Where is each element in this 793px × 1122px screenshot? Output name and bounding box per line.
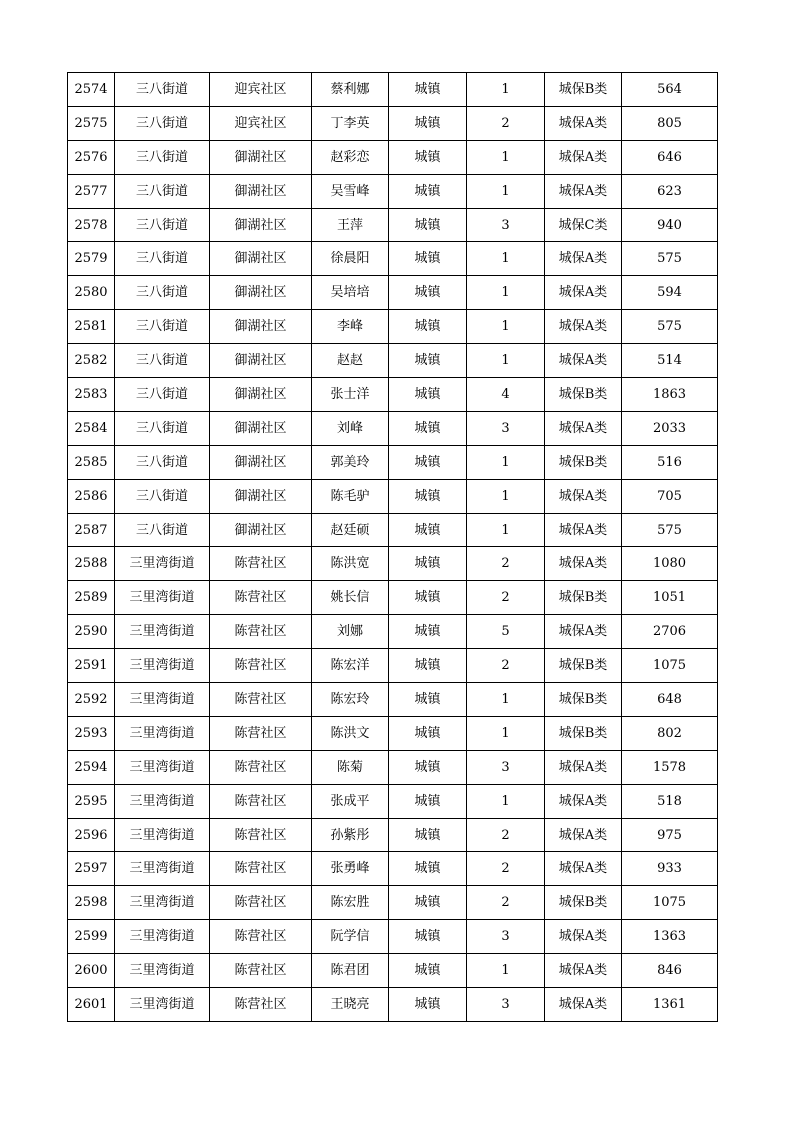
household-size-cell: 1 <box>467 344 545 378</box>
household-size-cell: 3 <box>467 988 545 1022</box>
community-cell: 御湖社区 <box>210 479 312 513</box>
name-cell: 张士洋 <box>312 378 389 412</box>
community-cell: 御湖社区 <box>210 276 312 310</box>
amount-cell: 933 <box>622 852 718 886</box>
serial-number-cell: 2595 <box>68 784 115 818</box>
relief-roster-table <box>67 72 718 1022</box>
name-cell: 郭美玲 <box>312 445 389 479</box>
street-cell: 三八街道 <box>115 344 210 378</box>
household-type-cell: 城镇 <box>389 852 467 886</box>
community-cell: 御湖社区 <box>210 208 312 242</box>
table-row <box>68 954 718 988</box>
table-row <box>68 276 718 310</box>
street-cell: 三八街道 <box>115 242 210 276</box>
serial-number-cell: 2597 <box>68 852 115 886</box>
serial-number-cell: 2585 <box>68 445 115 479</box>
name-cell: 蔡利娜 <box>312 73 389 107</box>
name-cell: 陈宏玲 <box>312 683 389 717</box>
table-row <box>68 411 718 445</box>
table-row <box>68 886 718 920</box>
serial-number-cell: 2599 <box>68 920 115 954</box>
community-cell: 御湖社区 <box>210 411 312 445</box>
serial-number-cell: 2576 <box>68 140 115 174</box>
table-row <box>68 683 718 717</box>
name-cell: 陈毛驴 <box>312 479 389 513</box>
household-size-cell: 1 <box>467 954 545 988</box>
household-type-cell: 城镇 <box>389 344 467 378</box>
household-type-cell: 城镇 <box>389 208 467 242</box>
serial-number-cell: 2588 <box>68 547 115 581</box>
household-size-cell: 3 <box>467 750 545 784</box>
serial-number-cell: 2584 <box>68 411 115 445</box>
street-cell: 三八街道 <box>115 310 210 344</box>
table-row <box>68 716 718 750</box>
category-cell: 城保B类 <box>545 649 622 683</box>
table-row <box>68 174 718 208</box>
category-cell: 城保A类 <box>545 852 622 886</box>
category-cell: 城保A类 <box>545 310 622 344</box>
street-cell: 三八街道 <box>115 73 210 107</box>
name-cell: 刘娜 <box>312 615 389 649</box>
household-type-cell: 城镇 <box>389 378 467 412</box>
category-cell: 城保A类 <box>545 750 622 784</box>
community-cell: 陈营社区 <box>210 716 312 750</box>
name-cell: 赵彩恋 <box>312 140 389 174</box>
amount-cell: 646 <box>622 140 718 174</box>
table-row <box>68 649 718 683</box>
category-cell: 城保B类 <box>545 73 622 107</box>
document-sheet <box>67 72 718 1022</box>
name-cell: 陈宏洋 <box>312 649 389 683</box>
street-cell: 三里湾街道 <box>115 954 210 988</box>
category-cell: 城保A类 <box>545 988 622 1022</box>
amount-cell: 1080 <box>622 547 718 581</box>
community-cell: 御湖社区 <box>210 445 312 479</box>
table-row <box>68 140 718 174</box>
category-cell: 城保A类 <box>545 513 622 547</box>
amount-cell: 1051 <box>622 581 718 615</box>
table-row <box>68 445 718 479</box>
street-cell: 三里湾街道 <box>115 615 210 649</box>
category-cell: 城保B类 <box>545 378 622 412</box>
household-type-cell: 城镇 <box>389 784 467 818</box>
household-type-cell: 城镇 <box>389 886 467 920</box>
community-cell: 陈营社区 <box>210 954 312 988</box>
household-size-cell: 1 <box>467 513 545 547</box>
amount-cell: 2033 <box>622 411 718 445</box>
name-cell: 姚长信 <box>312 581 389 615</box>
table-row <box>68 378 718 412</box>
serial-number-cell: 2579 <box>68 242 115 276</box>
community-cell: 迎宾社区 <box>210 106 312 140</box>
name-cell: 陈洪宽 <box>312 547 389 581</box>
community-cell: 陈营社区 <box>210 683 312 717</box>
household-type-cell: 城镇 <box>389 513 467 547</box>
household-size-cell: 5 <box>467 615 545 649</box>
community-cell: 陈营社区 <box>210 852 312 886</box>
street-cell: 三八街道 <box>115 513 210 547</box>
amount-cell: 1075 <box>622 886 718 920</box>
household-size-cell: 1 <box>467 683 545 717</box>
street-cell: 三里湾街道 <box>115 920 210 954</box>
name-cell: 陈宏胜 <box>312 886 389 920</box>
table-row <box>68 106 718 140</box>
table-row <box>68 513 718 547</box>
table-row <box>68 242 718 276</box>
amount-cell: 802 <box>622 716 718 750</box>
street-cell: 三八街道 <box>115 276 210 310</box>
household-type-cell: 城镇 <box>389 716 467 750</box>
name-cell: 李峰 <box>312 310 389 344</box>
category-cell: 城保B类 <box>545 581 622 615</box>
amount-cell: 705 <box>622 479 718 513</box>
serial-number-cell: 2583 <box>68 378 115 412</box>
street-cell: 三里湾街道 <box>115 818 210 852</box>
table-body <box>68 73 718 1022</box>
name-cell: 吴培培 <box>312 276 389 310</box>
street-cell: 三里湾街道 <box>115 852 210 886</box>
community-cell: 迎宾社区 <box>210 73 312 107</box>
category-cell: 城保A类 <box>545 479 622 513</box>
category-cell: 城保A类 <box>545 954 622 988</box>
household-type-cell: 城镇 <box>389 615 467 649</box>
street-cell: 三里湾街道 <box>115 988 210 1022</box>
amount-cell: 594 <box>622 276 718 310</box>
household-size-cell: 2 <box>467 581 545 615</box>
household-size-cell: 1 <box>467 716 545 750</box>
household-size-cell: 2 <box>467 649 545 683</box>
household-type-cell: 城镇 <box>389 581 467 615</box>
category-cell: 城保A类 <box>545 411 622 445</box>
community-cell: 陈营社区 <box>210 547 312 581</box>
serial-number-cell: 2590 <box>68 615 115 649</box>
amount-cell: 1863 <box>622 378 718 412</box>
household-size-cell: 1 <box>467 445 545 479</box>
serial-number-cell: 2589 <box>68 581 115 615</box>
community-cell: 御湖社区 <box>210 174 312 208</box>
category-cell: 城保B类 <box>545 886 622 920</box>
street-cell: 三八街道 <box>115 106 210 140</box>
household-size-cell: 3 <box>467 208 545 242</box>
name-cell: 张成平 <box>312 784 389 818</box>
amount-cell: 1361 <box>622 988 718 1022</box>
household-size-cell: 1 <box>467 73 545 107</box>
table-row <box>68 479 718 513</box>
community-cell: 御湖社区 <box>210 140 312 174</box>
street-cell: 三里湾街道 <box>115 886 210 920</box>
community-cell: 陈营社区 <box>210 988 312 1022</box>
table-row <box>68 547 718 581</box>
street-cell: 三里湾街道 <box>115 581 210 615</box>
community-cell: 陈营社区 <box>210 615 312 649</box>
community-cell: 陈营社区 <box>210 750 312 784</box>
category-cell: 城保A类 <box>545 140 622 174</box>
table-row <box>68 310 718 344</box>
serial-number-cell: 2594 <box>68 750 115 784</box>
name-cell: 陈洪文 <box>312 716 389 750</box>
household-size-cell: 2 <box>467 852 545 886</box>
community-cell: 御湖社区 <box>210 310 312 344</box>
household-type-cell: 城镇 <box>389 920 467 954</box>
amount-cell: 564 <box>622 73 718 107</box>
household-size-cell: 2 <box>467 886 545 920</box>
serial-number-cell: 2575 <box>68 106 115 140</box>
category-cell: 城保A类 <box>545 276 622 310</box>
household-size-cell: 2 <box>467 547 545 581</box>
street-cell: 三里湾街道 <box>115 649 210 683</box>
street-cell: 三里湾街道 <box>115 547 210 581</box>
street-cell: 三里湾街道 <box>115 716 210 750</box>
serial-number-cell: 2593 <box>68 716 115 750</box>
table-row <box>68 784 718 818</box>
community-cell: 陈营社区 <box>210 581 312 615</box>
table-row <box>68 73 718 107</box>
household-type-cell: 城镇 <box>389 276 467 310</box>
serial-number-cell: 2578 <box>68 208 115 242</box>
amount-cell: 1578 <box>622 750 718 784</box>
household-size-cell: 1 <box>467 140 545 174</box>
serial-number-cell: 2600 <box>68 954 115 988</box>
street-cell: 三里湾街道 <box>115 683 210 717</box>
category-cell: 城保A类 <box>545 174 622 208</box>
amount-cell: 575 <box>622 242 718 276</box>
category-cell: 城保B类 <box>545 683 622 717</box>
household-size-cell: 2 <box>467 106 545 140</box>
name-cell: 孙紫彤 <box>312 818 389 852</box>
street-cell: 三八街道 <box>115 174 210 208</box>
household-type-cell: 城镇 <box>389 140 467 174</box>
serial-number-cell: 2581 <box>68 310 115 344</box>
amount-cell: 514 <box>622 344 718 378</box>
household-size-cell: 1 <box>467 276 545 310</box>
household-size-cell: 4 <box>467 378 545 412</box>
street-cell: 三八街道 <box>115 378 210 412</box>
name-cell: 刘峰 <box>312 411 389 445</box>
amount-cell: 2706 <box>622 615 718 649</box>
amount-cell: 575 <box>622 310 718 344</box>
household-size-cell: 3 <box>467 411 545 445</box>
amount-cell: 516 <box>622 445 718 479</box>
category-cell: 城保A类 <box>545 784 622 818</box>
name-cell: 赵廷硕 <box>312 513 389 547</box>
category-cell: 城保A类 <box>545 615 622 649</box>
household-size-cell: 1 <box>467 174 545 208</box>
table-row <box>68 581 718 615</box>
category-cell: 城保A类 <box>545 106 622 140</box>
community-cell: 御湖社区 <box>210 513 312 547</box>
household-type-cell: 城镇 <box>389 174 467 208</box>
household-type-cell: 城镇 <box>389 750 467 784</box>
category-cell: 城保A类 <box>545 547 622 581</box>
household-size-cell: 1 <box>467 242 545 276</box>
amount-cell: 1363 <box>622 920 718 954</box>
street-cell: 三里湾街道 <box>115 784 210 818</box>
name-cell: 丁李英 <box>312 106 389 140</box>
household-size-cell: 3 <box>467 920 545 954</box>
household-type-cell: 城镇 <box>389 988 467 1022</box>
household-type-cell: 城镇 <box>389 649 467 683</box>
name-cell: 王晓亮 <box>312 988 389 1022</box>
table-row <box>68 920 718 954</box>
amount-cell: 1075 <box>622 649 718 683</box>
serial-number-cell: 2586 <box>68 479 115 513</box>
name-cell: 徐晨阳 <box>312 242 389 276</box>
household-size-cell: 1 <box>467 310 545 344</box>
table-row <box>68 344 718 378</box>
table-row <box>68 818 718 852</box>
household-type-cell: 城镇 <box>389 683 467 717</box>
name-cell: 陈菊 <box>312 750 389 784</box>
serial-number-cell: 2601 <box>68 988 115 1022</box>
household-type-cell: 城镇 <box>389 106 467 140</box>
household-size-cell: 1 <box>467 784 545 818</box>
community-cell: 御湖社区 <box>210 378 312 412</box>
community-cell: 御湖社区 <box>210 344 312 378</box>
serial-number-cell: 2592 <box>68 683 115 717</box>
name-cell: 赵赵 <box>312 344 389 378</box>
community-cell: 陈营社区 <box>210 920 312 954</box>
category-cell: 城保A类 <box>545 242 622 276</box>
household-type-cell: 城镇 <box>389 310 467 344</box>
street-cell: 三八街道 <box>115 479 210 513</box>
serial-number-cell: 2591 <box>68 649 115 683</box>
household-type-cell: 城镇 <box>389 547 467 581</box>
table-row <box>68 615 718 649</box>
serial-number-cell: 2577 <box>68 174 115 208</box>
street-cell: 三八街道 <box>115 411 210 445</box>
household-type-cell: 城镇 <box>389 479 467 513</box>
category-cell: 城保A类 <box>545 818 622 852</box>
amount-cell: 975 <box>622 818 718 852</box>
amount-cell: 940 <box>622 208 718 242</box>
category-cell: 城保C类 <box>545 208 622 242</box>
street-cell: 三八街道 <box>115 208 210 242</box>
table-row <box>68 988 718 1022</box>
amount-cell: 575 <box>622 513 718 547</box>
category-cell: 城保A类 <box>545 344 622 378</box>
name-cell: 阮学信 <box>312 920 389 954</box>
category-cell: 城保A类 <box>545 920 622 954</box>
household-type-cell: 城镇 <box>389 445 467 479</box>
street-cell: 三里湾街道 <box>115 750 210 784</box>
household-type-cell: 城镇 <box>389 818 467 852</box>
serial-number-cell: 2582 <box>68 344 115 378</box>
table-row <box>68 852 718 886</box>
amount-cell: 623 <box>622 174 718 208</box>
amount-cell: 648 <box>622 683 718 717</box>
community-cell: 陈营社区 <box>210 818 312 852</box>
serial-number-cell: 2596 <box>68 818 115 852</box>
community-cell: 陈营社区 <box>210 886 312 920</box>
household-size-cell: 1 <box>467 479 545 513</box>
table-row <box>68 208 718 242</box>
amount-cell: 805 <box>622 106 718 140</box>
serial-number-cell: 2598 <box>68 886 115 920</box>
household-type-cell: 城镇 <box>389 242 467 276</box>
street-cell: 三八街道 <box>115 445 210 479</box>
name-cell: 陈君团 <box>312 954 389 988</box>
amount-cell: 846 <box>622 954 718 988</box>
name-cell: 张勇峰 <box>312 852 389 886</box>
category-cell: 城保B类 <box>545 445 622 479</box>
household-size-cell: 2 <box>467 818 545 852</box>
household-type-cell: 城镇 <box>389 411 467 445</box>
street-cell: 三八街道 <box>115 140 210 174</box>
serial-number-cell: 2587 <box>68 513 115 547</box>
serial-number-cell: 2574 <box>68 73 115 107</box>
category-cell: 城保B类 <box>545 716 622 750</box>
community-cell: 陈营社区 <box>210 649 312 683</box>
household-type-cell: 城镇 <box>389 73 467 107</box>
name-cell: 王萍 <box>312 208 389 242</box>
table-row <box>68 750 718 784</box>
name-cell: 吴雪峰 <box>312 174 389 208</box>
amount-cell: 518 <box>622 784 718 818</box>
household-type-cell: 城镇 <box>389 954 467 988</box>
community-cell: 陈营社区 <box>210 784 312 818</box>
serial-number-cell: 2580 <box>68 276 115 310</box>
community-cell: 御湖社区 <box>210 242 312 276</box>
